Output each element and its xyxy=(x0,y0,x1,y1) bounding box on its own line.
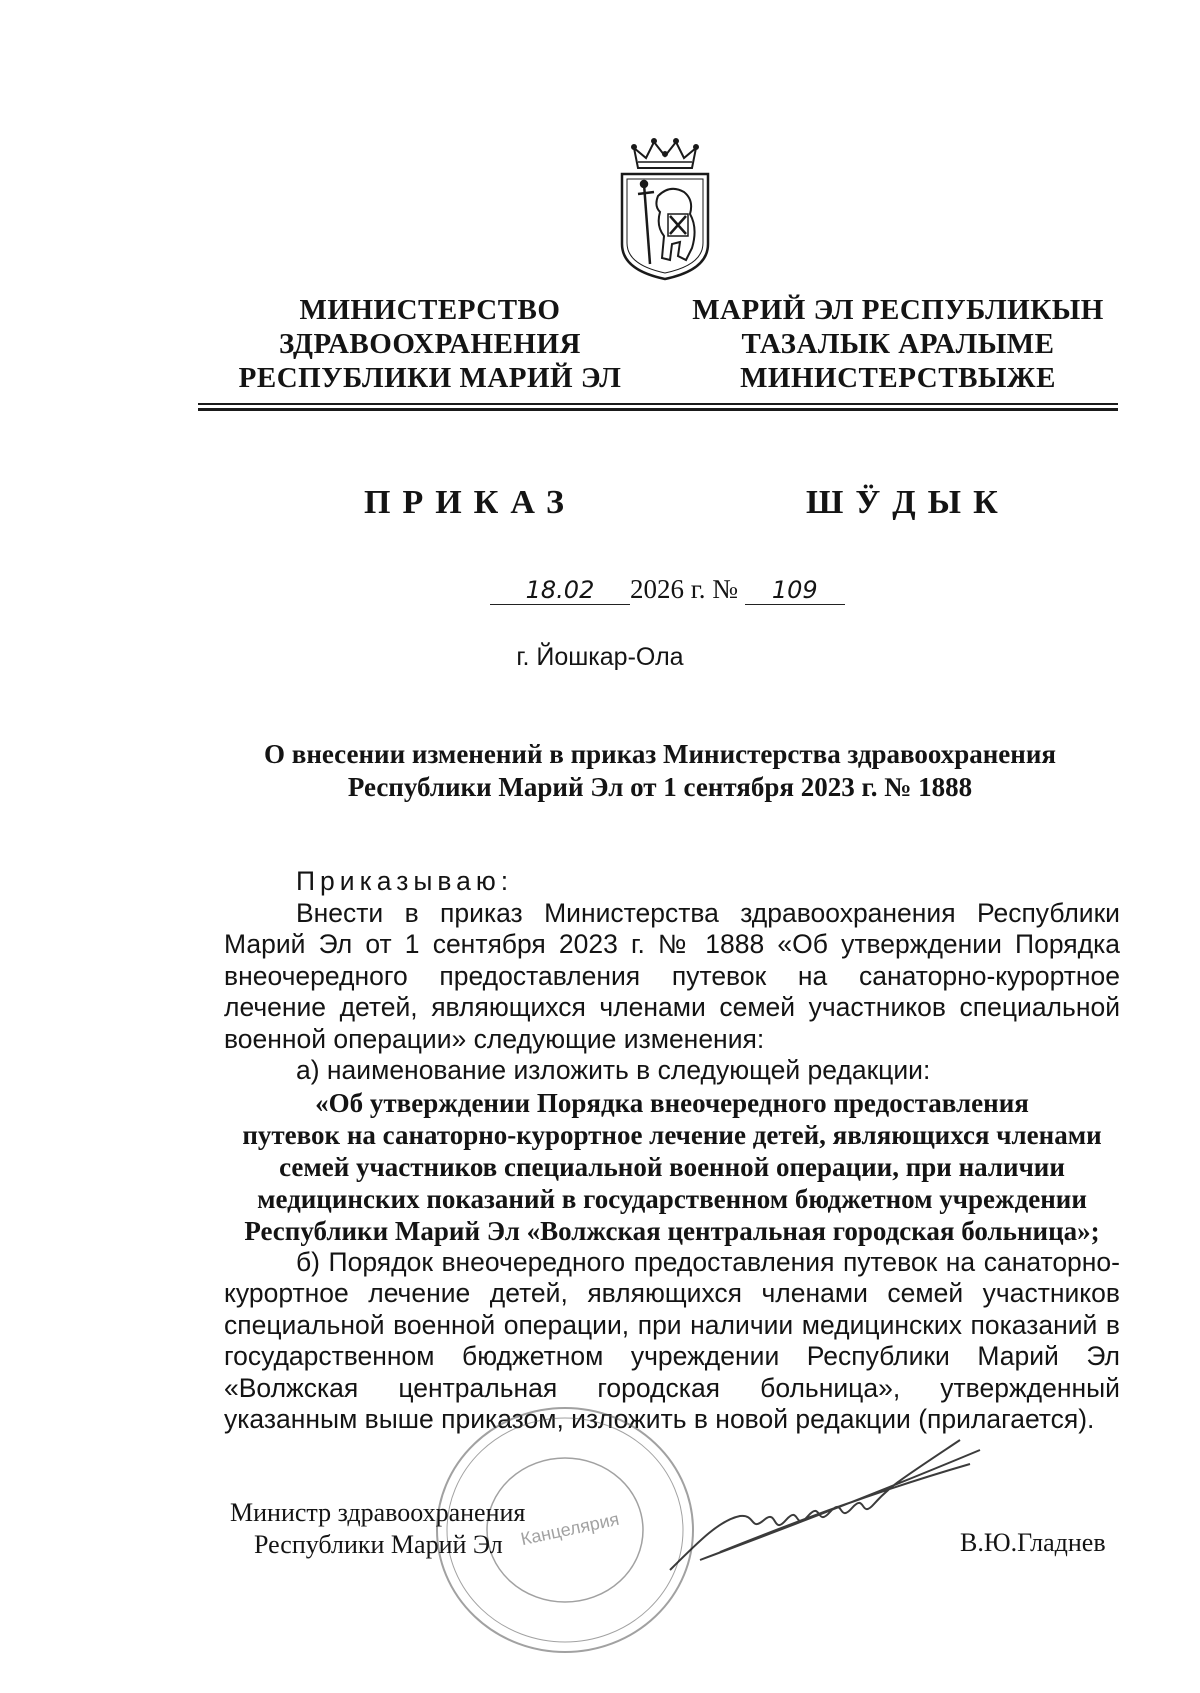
city-name: г. Йошкар-Ола xyxy=(516,643,684,671)
header-right-line-3: МИНИСТЕРСТВЫЖЕ xyxy=(740,362,1056,394)
quote-line-5: Республики Марий Эл «Волжская центральная городская больница»; xyxy=(244,1215,1100,1246)
signatory-position-line-2: Республики Марий Эл xyxy=(254,1530,503,1559)
handwritten-number: 109 xyxy=(745,576,845,605)
handwritten-signature xyxy=(660,1420,990,1600)
intro-paragraph: Внести в приказ Министерства здравоохранения Республики Марий Эл от 1 сентября 2023 г. № 1888 «Об утверждении Порядка внеочередного предоставления путевок на санаторно-курортное лечение детей, являющихся членами семей участников специальной военной операции» следующие изменения: xyxy=(224,897,1120,1054)
new-title-quote xyxy=(224,1087,1120,1247)
quote-line-4: медицинских показаний в государственном бюджетном учреждении xyxy=(257,1183,1087,1214)
ministry-header-russian xyxy=(220,293,640,395)
header-left-line-3: РЕСПУБЛИКИ МАРИЙ ЭЛ xyxy=(238,362,622,394)
subject-line-2: Республики Марий Эл от 1 сентября 2023 г. № 1888 xyxy=(347,772,973,802)
date-number-line xyxy=(490,574,845,614)
signatory-position-line-1: Министр здравоохранения xyxy=(230,1498,526,1527)
header-divider-thin xyxy=(198,403,1118,405)
document-type-mari: ШӰДЫК xyxy=(806,484,1010,521)
header-left-line-2: ЗДРАВООХРАНЕНИЯ xyxy=(279,328,581,360)
year-number-label: 2026 г. № xyxy=(630,574,739,604)
header-right-line-2: ТАЗАЛЫК АРАЛЫМЕ xyxy=(741,328,1055,360)
stamp-text: Канцелярия xyxy=(518,1508,621,1550)
signatory-position xyxy=(230,1497,525,1561)
header-divider-thick xyxy=(198,408,1118,411)
header-right-line-1: МАРИЙ ЭЛ РЕСПУБЛИКЫН xyxy=(692,294,1104,326)
item-b: б) Порядок внеочередного предоставления путевок на санаторно-курортное лечение детей, являющихся членами семей участников специальной военной операции, при наличии медицинских показаний в государственном бюджетном учреждении Республики Марий Эл «Волжская центральная городская больница», утвержденный указанным выше приказом, изложить в новой редакции (прилагается). xyxy=(224,1246,1120,1434)
ministry-header-mari xyxy=(678,293,1118,395)
quote-line-3: семей участников специальной военной операции, при наличии xyxy=(279,1151,1065,1182)
order-body xyxy=(224,866,1120,1436)
item-a: а) наименование изложить в следующей редакции: xyxy=(296,1055,931,1085)
order-subject xyxy=(200,738,1120,804)
order-word: Приказываю: xyxy=(296,866,514,896)
quote-line-1: «Об утверждении Порядка внеочередного предоставления xyxy=(315,1087,1029,1118)
header-left-line-1: МИНИСТЕРСТВО xyxy=(299,294,561,326)
document-type-russian: ПРИКАЗ xyxy=(364,484,576,521)
coat-of-arms-emblem xyxy=(614,136,716,281)
signatory-name: В.Ю.Гладнев xyxy=(960,1528,1106,1557)
quote-line-2: путевок на санаторно-курортное лечение детей, являющихся членами xyxy=(242,1119,1102,1150)
handwritten-date: 18.02 xyxy=(490,576,630,605)
subject-line-1: О внесении изменений в приказ Министерства здравоохранения xyxy=(263,739,1056,769)
